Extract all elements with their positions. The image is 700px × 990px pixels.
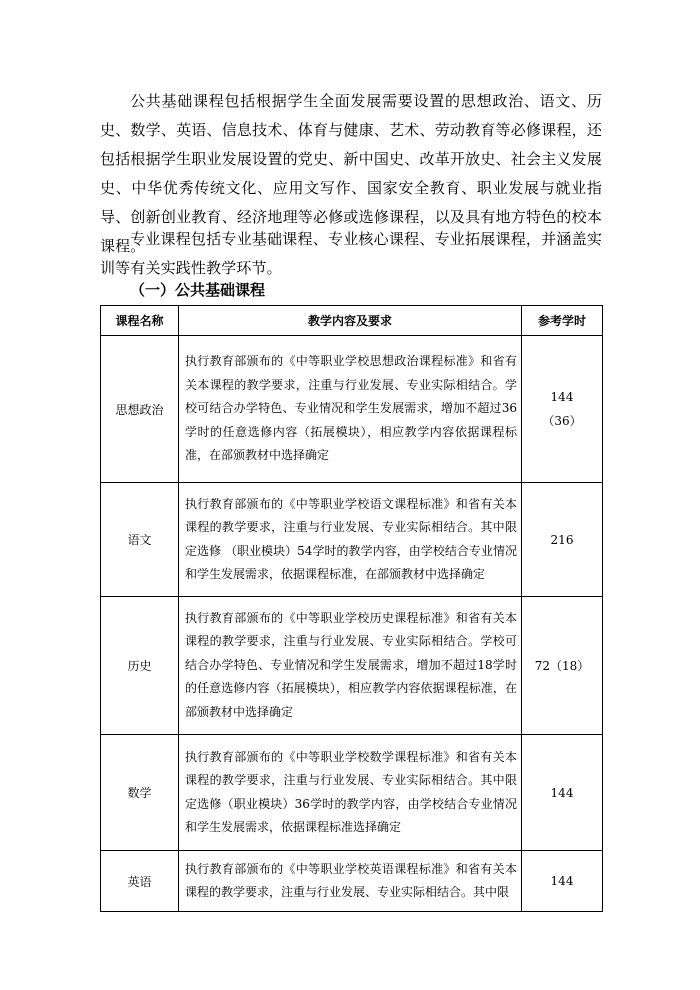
course-hours: 144 [522,735,603,851]
course-hours [522,336,603,483]
course-content: 执行教育部颁布的《中等职业学校思想政治课程标准》和省有关本课程的教学要求，注重与行业发展、专业实际相结合。学校可结合办学特色、专业情况和学生发展需求，增加不超过36学时的任意选修内容（拓展模块），相应教学内容依据课程标准，在部颁教材中选择确定 [179,336,522,483]
header-course-name: 课程名称 [101,306,179,336]
course-hours: 216 [522,483,603,597]
course-content-text: 执行教育部颁布的《中等职业学校英语课程标准》和省有关本课程的教学要求，注重与行业发展、专业实际相结合。其中限 [185,861,517,899]
table-row [101,851,603,912]
course-hours: 144 [522,851,603,912]
course-content: 执行教育部颁布的《中等职业学校数学课程标准》和省有关本课程的教学要求，注重与行业发展、专业实际相结合。其中限定选修（职业模块）36学时的教学内容，由学校结合专业情况和学生发展需求，依据课程标准选择确定 [179,735,522,851]
hours-extra: （36） [542,414,582,428]
course-name: 英语 [101,851,179,912]
course-name: 历史 [101,597,179,735]
course-hours: 72（18） [522,597,603,735]
table-row [101,735,603,851]
paragraph-professional-courses: 专业课程包括专业基础课程、专业核心课程、专业拓展课程，并涵盖实训等有关实践性教学环节。 [100,230,602,277]
course-name: 数学 [101,735,179,851]
header-content: 教学内容及要求 [179,306,522,336]
header-hours: 参考学时 [522,306,603,336]
course-content [179,851,522,912]
course-name: 语文 [101,483,179,597]
table-header-row [101,306,603,336]
hours-main: 144 [550,390,574,404]
course-content: 执行教育部颁布的《中等职业学校历史课程标准》和省有关本课程的教学要求，注重与行业发展、专业实际相结合。学校可结合办学特色、专业情况和学生发展需求，增加不超过18学时的任意选修内容（拓展模块），相应教学内容依据课程标准，在部颁教材中选择确定 [179,597,522,735]
table-row [101,483,603,597]
course-name: 思想政治 [101,336,179,483]
course-table [100,305,603,912]
paragraph-public-courses: 公共基础课程包括根据学生全面发展需要设置的思想政治、语文、历史、数学、英语、信息技术、体育与健康、艺术、劳动教育等必修课程，还包括根据学生职业发展设置的党史、新中国史、改革开放史、社会主义发展史、中华优秀传统文化、应用文写作、国家安全教育、职业发展与就业指导、创新创业教育、经济地理等必修或选修课程，以及具有地方特色的校本课程。 [100,92,602,255]
table-row [101,597,603,735]
section-heading: （一）公共基础课程 [130,281,266,299]
table-row [101,336,603,483]
course-content: 执行教育部颁布的《中等职业学校语文课程标准》和省有关本课程的教学要求，注重与行业发展、专业实际相结合。其中限定选修 （职业模块）54学时的教学内容，由学校结合专业情况和学生发展需求，依据课程标准，在部颁教材中选择确定 [179,483,522,597]
